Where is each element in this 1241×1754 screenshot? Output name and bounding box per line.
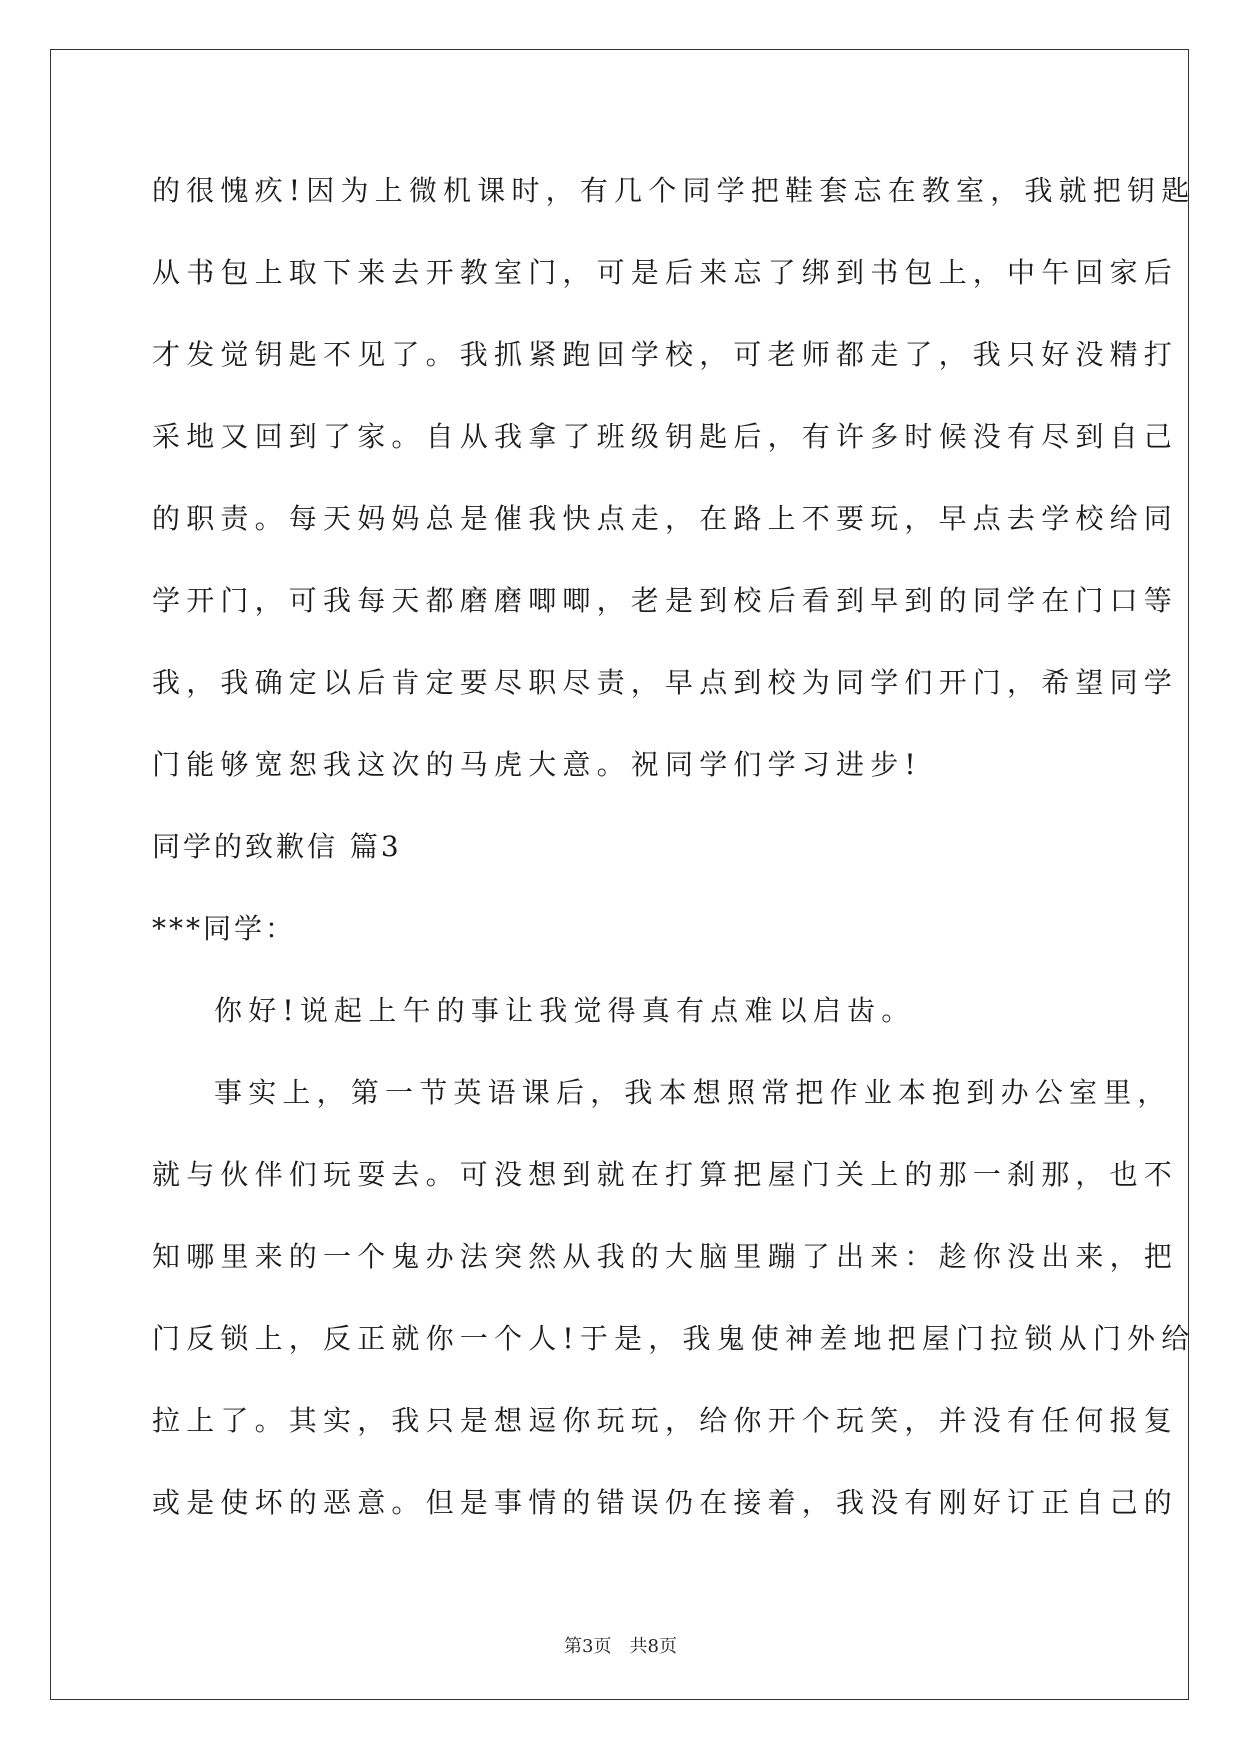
page-total: 共8页 — [629, 1636, 677, 1657]
salutation: ***同学： — [152, 912, 297, 945]
body-line: 我，我确定以后肯定要尽职尽责，早点到校为同学们开门，希望同学 — [152, 666, 1179, 699]
body-line: 学开门，可我每天都磨磨唧唧，老是到校后看到早到的同学在门口等 — [152, 584, 1179, 617]
page-footer — [0, 1632, 1241, 1658]
body-line: 从书包上取下来去开教室门，可是后来忘了绑到书包上，中午回家后 — [152, 256, 1179, 289]
body-line: 门能够宽恕我这次的马虎大意。祝同学们学习进步! — [152, 748, 922, 781]
body-line: 门反锁上，反正就你一个人!于是，我鬼使神差地把屋门拉锁从门外给 — [152, 1322, 1196, 1355]
paragraph-start-line: 事实上，第一节英语课后，我本想照常把作业本抱到办公室里， — [214, 1076, 1172, 1109]
document-body — [152, 162, 1196, 1556]
page-number: 第3页 — [564, 1636, 612, 1657]
body-line: 就与伙伴们玩耍去。可没想到就在打算把屋门关上的那一刹那，也不 — [152, 1158, 1179, 1191]
body-line: 知哪里来的一个鬼办法突然从我的大脑里蹦了出来：趁你没出来，把 — [152, 1240, 1179, 1273]
body-line: 或是使坏的恶意。但是事情的错误仍在接着，我没有刚好订正自己的 — [152, 1486, 1179, 1519]
body-line: 拉上了。其实，我只是想逗你玩玩，给你开个玩笑，并没有任何报复 — [152, 1404, 1179, 1437]
body-line: 才发觉钥匙不见了。我抓紧跑回学校，可老师都走了，我只好没精打 — [152, 338, 1179, 371]
greeting-paragraph: 你好!说起上午的事让我觉得真有点难以启齿。 — [214, 994, 916, 1027]
section-heading: 同学的致歉信 篇3 — [152, 830, 402, 863]
body-line: 采地又回到了家。自从我拿了班级钥匙后，有许多时候没有尽到自己 — [152, 420, 1179, 453]
body-line: 的职责。每天妈妈总是催我快点走，在路上不要玩，早点去学校给同 — [152, 502, 1179, 535]
body-line: 的很愧疚!因为上微机课时，有几个同学把鞋套忘在教室，我就把钥匙 — [152, 174, 1196, 207]
